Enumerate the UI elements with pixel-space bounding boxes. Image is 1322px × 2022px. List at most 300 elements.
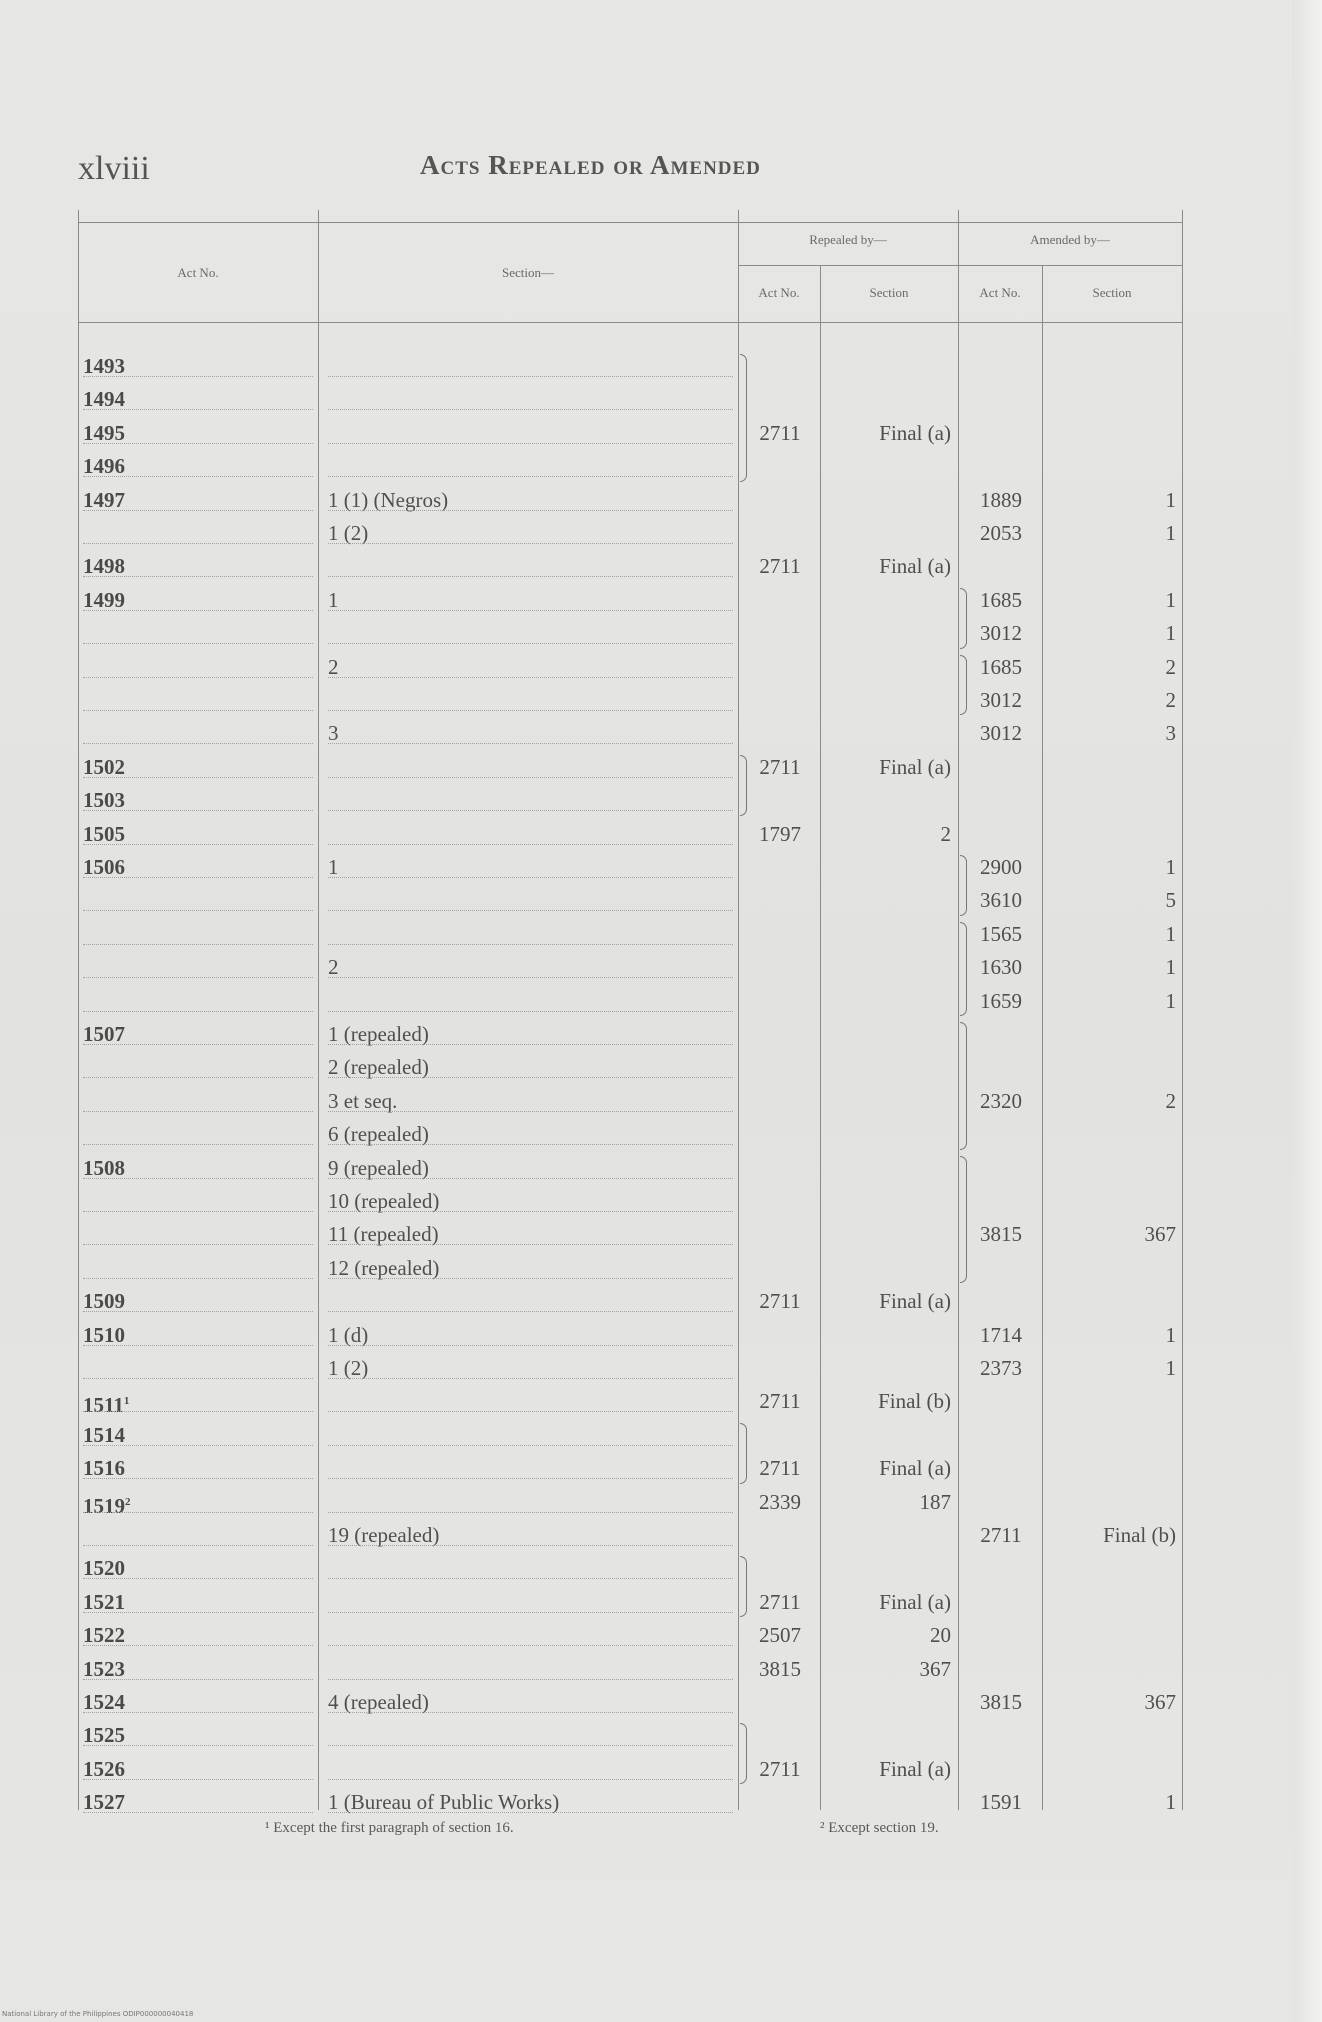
cell-repealed-section bbox=[826, 1719, 951, 1752]
cell-section-text: 3 et seq. bbox=[328, 1088, 398, 1113]
cell-repealed-section bbox=[826, 684, 951, 717]
cell-amended-act-text: 3012 bbox=[980, 688, 1022, 712]
header-repealed-act-no: Act No. bbox=[758, 285, 800, 300]
cell-repealed-act bbox=[744, 1085, 816, 1118]
cell-act-no-text: 1516 bbox=[83, 1456, 125, 1481]
cell-amended-section-text: 1 bbox=[1165, 521, 1176, 545]
cell-act-no bbox=[83, 1753, 313, 1786]
cell-repealed-act bbox=[744, 1185, 816, 1218]
cell-repealed-act bbox=[744, 417, 816, 450]
cell-amended-act bbox=[964, 1452, 1038, 1485]
cell-act-no-text: 1503 bbox=[83, 788, 125, 813]
table-row bbox=[78, 1085, 1182, 1118]
cell-amended-section bbox=[1048, 617, 1176, 650]
cell-act-no bbox=[83, 1519, 313, 1552]
cell-amended-section-text: Final (b) bbox=[1103, 1523, 1176, 1547]
cell-amended-act-text: 2053 bbox=[980, 521, 1022, 545]
cell-section bbox=[328, 383, 733, 416]
dot-leader bbox=[83, 743, 313, 744]
cell-act-no bbox=[83, 1018, 313, 1051]
cell-repealed-section bbox=[826, 1185, 951, 1218]
table-row bbox=[78, 1018, 1182, 1051]
dot-leader bbox=[83, 977, 313, 978]
cell-act-no bbox=[83, 1152, 313, 1185]
cell-amended-section bbox=[1048, 1486, 1176, 1519]
dot-leader bbox=[328, 677, 733, 678]
table-row bbox=[78, 651, 1182, 684]
cell-section bbox=[328, 1385, 733, 1418]
cell-amended-section bbox=[1048, 517, 1176, 550]
cell-amended-act bbox=[964, 1185, 1038, 1218]
cell-act-no bbox=[83, 1218, 313, 1251]
dot-leader bbox=[83, 1745, 313, 1746]
cell-section bbox=[328, 350, 733, 383]
cell-repealed-act-text: 2339 bbox=[759, 1489, 801, 1514]
table-row bbox=[78, 1152, 1182, 1185]
cell-act-no bbox=[83, 517, 313, 550]
cell-repealed-act-text: 2711 bbox=[759, 554, 801, 579]
cell-repealed-section bbox=[826, 383, 951, 416]
header-repealed-by: Repealed by— bbox=[809, 232, 887, 247]
cell-section-text: 1 (1) (Negros) bbox=[328, 487, 449, 512]
cell-repealed-section bbox=[826, 617, 951, 650]
cell-amended-section bbox=[1048, 651, 1176, 684]
cell-repealed-section bbox=[826, 1653, 951, 1686]
dot-leader bbox=[328, 710, 733, 711]
cell-act-no bbox=[83, 383, 313, 416]
cell-repealed-act bbox=[744, 1619, 816, 1652]
cell-repealed-act bbox=[744, 951, 816, 984]
header-amended-section: Section bbox=[1092, 285, 1132, 300]
cell-amended-act bbox=[964, 617, 1038, 650]
cell-section bbox=[328, 1118, 733, 1151]
grouping-brace bbox=[960, 588, 967, 649]
cell-repealed-act-text: 1797 bbox=[759, 821, 801, 846]
cell-repealed-act-text: 2711 bbox=[759, 420, 801, 445]
dot-leader bbox=[83, 944, 313, 945]
cell-act-no bbox=[83, 1686, 313, 1719]
cell-amended-act bbox=[964, 751, 1038, 784]
cell-act-no-text: 1497 bbox=[83, 487, 125, 512]
cell-repealed-act bbox=[744, 1519, 816, 1552]
cell-section bbox=[328, 517, 733, 550]
dot-leader bbox=[83, 643, 313, 644]
grouping-brace bbox=[740, 354, 747, 482]
dot-leader bbox=[83, 1712, 313, 1713]
cell-section bbox=[328, 717, 733, 750]
cell-repealed-section bbox=[826, 918, 951, 951]
dot-leader bbox=[328, 1111, 733, 1112]
cell-repealed-section bbox=[826, 1486, 951, 1519]
cell-amended-act bbox=[964, 584, 1038, 617]
cell-act-no bbox=[83, 1619, 313, 1652]
dot-leader bbox=[83, 1645, 313, 1646]
cell-amended-act bbox=[964, 1586, 1038, 1619]
cell-repealed-section bbox=[826, 985, 951, 1018]
cell-repealed-section bbox=[826, 1452, 951, 1485]
cell-repealed-act bbox=[744, 884, 816, 917]
cell-act-no bbox=[83, 684, 313, 717]
cell-amended-section bbox=[1048, 1352, 1176, 1385]
cell-amended-act bbox=[964, 1619, 1038, 1652]
dot-leader bbox=[83, 1345, 313, 1346]
cell-section bbox=[328, 651, 733, 684]
cell-amended-act bbox=[964, 1018, 1038, 1051]
cell-amended-section bbox=[1048, 1018, 1176, 1051]
table-row bbox=[78, 884, 1182, 917]
cell-repealed-act bbox=[744, 1285, 816, 1318]
cell-repealed-act bbox=[744, 1419, 816, 1452]
cell-amended-section bbox=[1048, 1686, 1176, 1719]
cell-repealed-act bbox=[744, 1686, 816, 1719]
cell-amended-section-text: 1 bbox=[1165, 1356, 1176, 1380]
cell-repealed-act bbox=[744, 1152, 816, 1185]
table-row bbox=[78, 517, 1182, 550]
dot-leader bbox=[83, 1044, 313, 1045]
cell-act-no bbox=[83, 1352, 313, 1385]
dot-leader bbox=[83, 376, 313, 377]
cell-amended-act bbox=[964, 350, 1038, 383]
dot-leader bbox=[328, 910, 733, 911]
cell-amended-act bbox=[964, 918, 1038, 951]
dot-leader bbox=[328, 1545, 733, 1546]
cell-act-no bbox=[83, 918, 313, 951]
cell-act-no-text: 1510 bbox=[83, 1322, 125, 1347]
cell-amended-section bbox=[1048, 350, 1176, 383]
dot-leader bbox=[328, 810, 733, 811]
table-row bbox=[78, 784, 1182, 817]
dot-leader bbox=[83, 1311, 313, 1312]
cell-section bbox=[328, 684, 733, 717]
cell-repealed-section bbox=[826, 884, 951, 917]
cell-amended-section-text: 2 bbox=[1165, 654, 1176, 679]
dot-leader bbox=[83, 844, 313, 845]
cell-act-no bbox=[83, 584, 313, 617]
cell-repealed-act bbox=[744, 1018, 816, 1051]
cell-amended-act bbox=[964, 851, 1038, 884]
cell-amended-section-text: 1 bbox=[1165, 587, 1176, 612]
cell-section bbox=[328, 1719, 733, 1752]
dot-leader bbox=[328, 777, 733, 778]
cell-repealed-section bbox=[826, 1619, 951, 1652]
cell-act-no bbox=[83, 751, 313, 784]
cell-section bbox=[328, 818, 733, 851]
cell-amended-act bbox=[964, 985, 1038, 1018]
table-row bbox=[78, 1385, 1182, 1418]
table-row bbox=[78, 1118, 1182, 1151]
cell-section bbox=[328, 1786, 733, 1819]
dot-leader bbox=[328, 1512, 733, 1513]
cell-section bbox=[328, 1085, 733, 1118]
cell-amended-act-text: 2373 bbox=[980, 1356, 1022, 1380]
dot-leader bbox=[83, 1378, 313, 1379]
cell-act-no-text: 1525 bbox=[83, 1723, 125, 1748]
cell-amended-section bbox=[1048, 1586, 1176, 1619]
cell-repealed-act bbox=[744, 784, 816, 817]
cell-amended-act bbox=[964, 1218, 1038, 1251]
cell-amended-section bbox=[1048, 1185, 1176, 1218]
cell-amended-act bbox=[964, 1085, 1038, 1118]
cell-act-no-text: 1496 bbox=[83, 454, 125, 479]
cell-amended-section bbox=[1048, 851, 1176, 884]
dot-leader bbox=[328, 1011, 733, 1012]
cell-amended-section bbox=[1048, 1519, 1176, 1552]
cell-amended-section bbox=[1048, 1285, 1176, 1318]
dot-leader bbox=[83, 1512, 313, 1513]
page-number: xlviii bbox=[78, 150, 150, 187]
cell-amended-act bbox=[964, 884, 1038, 917]
cell-repealed-section bbox=[826, 1352, 951, 1385]
cell-amended-section bbox=[1048, 1252, 1176, 1285]
cell-repealed-act-text: 2711 bbox=[759, 1756, 801, 1781]
dot-leader bbox=[328, 1712, 733, 1713]
col-rule bbox=[1182, 210, 1183, 1810]
cell-section-text: 1 (2) bbox=[328, 521, 369, 545]
cell-amended-act bbox=[964, 383, 1038, 416]
grouping-brace bbox=[740, 1423, 747, 1484]
cell-amended-act bbox=[964, 818, 1038, 851]
dot-leader bbox=[328, 1178, 733, 1179]
cell-amended-section bbox=[1048, 450, 1176, 483]
table-row bbox=[78, 818, 1182, 851]
dot-leader bbox=[328, 376, 733, 377]
cell-amended-section bbox=[1048, 751, 1176, 784]
cell-amended-act bbox=[964, 1552, 1038, 1585]
header-repealed-section: Section bbox=[869, 285, 909, 300]
table-row bbox=[78, 450, 1182, 483]
cell-repealed-section bbox=[826, 717, 951, 750]
cell-section bbox=[328, 1185, 733, 1218]
cell-repealed-section bbox=[826, 784, 951, 817]
dot-leader bbox=[83, 543, 313, 544]
cell-amended-section bbox=[1048, 951, 1176, 984]
cell-repealed-act bbox=[744, 1051, 816, 1084]
cell-repealed-section bbox=[826, 1085, 951, 1118]
cell-amended-section-text: 1 bbox=[1165, 988, 1176, 1013]
dot-leader bbox=[328, 1278, 733, 1279]
cell-repealed-section-text: 2 bbox=[940, 821, 951, 846]
cell-amended-act-text: 3815 bbox=[980, 1222, 1022, 1247]
cell-act-no bbox=[83, 484, 313, 517]
cell-amended-section-text: 1 bbox=[1165, 955, 1176, 980]
dot-leader bbox=[328, 1578, 733, 1579]
cell-repealed-act-text: 2711 bbox=[759, 1289, 801, 1314]
cell-repealed-act bbox=[744, 1218, 816, 1251]
dot-leader bbox=[328, 1445, 733, 1446]
cell-act-no bbox=[83, 450, 313, 483]
cell-act-no bbox=[83, 1419, 313, 1452]
cell-amended-act-text: 1565 bbox=[980, 921, 1022, 946]
cell-repealed-section bbox=[826, 1586, 951, 1619]
cell-amended-act bbox=[964, 1051, 1038, 1084]
cell-section-text: 1 (repealed) bbox=[328, 1022, 429, 1046]
acts-table bbox=[78, 210, 1182, 1815]
cell-amended-section-text: 1 bbox=[1165, 1790, 1176, 1815]
cell-amended-act bbox=[964, 1719, 1038, 1752]
cell-repealed-act bbox=[744, 450, 816, 483]
cell-act-no-text: 1505 bbox=[83, 821, 125, 846]
cell-repealed-act bbox=[744, 617, 816, 650]
cell-repealed-act bbox=[744, 584, 816, 617]
dot-leader bbox=[83, 677, 313, 678]
cell-section bbox=[328, 1419, 733, 1452]
table-row bbox=[78, 584, 1182, 617]
cell-amended-act-text: 1685 bbox=[980, 587, 1022, 612]
table-row bbox=[78, 1653, 1182, 1686]
cell-act-no bbox=[83, 884, 313, 917]
cell-amended-act bbox=[964, 784, 1038, 817]
cell-amended-section bbox=[1048, 584, 1176, 617]
page-edge bbox=[1292, 0, 1322, 2022]
dot-leader bbox=[83, 1144, 313, 1145]
header-act-no: Act No. bbox=[177, 265, 219, 280]
cell-amended-section bbox=[1048, 1218, 1176, 1251]
cell-section bbox=[328, 484, 733, 517]
table-row bbox=[78, 1218, 1182, 1251]
cell-repealed-act bbox=[744, 1486, 816, 1519]
dot-leader bbox=[83, 476, 313, 477]
cell-section-text: 1 (Bureau of Public Works) bbox=[328, 1790, 560, 1815]
dot-leader bbox=[328, 576, 733, 577]
cell-section bbox=[328, 1753, 733, 1786]
dot-leader bbox=[328, 1645, 733, 1646]
cell-act-no bbox=[83, 1719, 313, 1752]
table-row bbox=[78, 851, 1182, 884]
cell-repealed-act bbox=[744, 1753, 816, 1786]
cell-section bbox=[328, 1486, 733, 1519]
cell-amended-section bbox=[1048, 684, 1176, 717]
cell-amended-section bbox=[1048, 1786, 1176, 1819]
dot-leader bbox=[328, 1144, 733, 1145]
cell-repealed-section bbox=[826, 1118, 951, 1151]
cell-act-no bbox=[83, 851, 313, 884]
cell-section bbox=[328, 617, 733, 650]
grouping-brace bbox=[740, 755, 747, 816]
cell-amended-act-text: 2711 bbox=[980, 1523, 1022, 1547]
cell-act-no-text: 1506 bbox=[83, 855, 125, 879]
cell-amended-act-text: 2900 bbox=[980, 855, 1022, 879]
cell-act-no bbox=[83, 1486, 313, 1519]
cell-amended-section bbox=[1048, 383, 1176, 416]
footnote-marker: 1 bbox=[123, 1395, 130, 1408]
dot-leader bbox=[83, 1111, 313, 1112]
cell-amended-act bbox=[964, 417, 1038, 450]
cell-amended-section bbox=[1048, 1152, 1176, 1185]
dot-leader bbox=[328, 944, 733, 945]
dot-leader bbox=[83, 1278, 313, 1279]
cell-amended-act-text: 1714 bbox=[980, 1322, 1022, 1347]
dot-leader bbox=[83, 910, 313, 911]
dot-leader bbox=[83, 1178, 313, 1179]
cell-section bbox=[328, 985, 733, 1018]
cell-section bbox=[328, 1552, 733, 1585]
cell-amended-act-text: 1630 bbox=[980, 955, 1022, 980]
cell-section-text: 1 (2) bbox=[328, 1356, 369, 1380]
cell-act-no-text: 1507 bbox=[83, 1022, 125, 1046]
cell-repealed-act bbox=[744, 851, 816, 884]
cell-repealed-section-text: Final (a) bbox=[879, 1589, 951, 1614]
cell-amended-section bbox=[1048, 985, 1176, 1018]
cell-section bbox=[328, 1452, 733, 1485]
cell-amended-section bbox=[1048, 417, 1176, 450]
cell-amended-act bbox=[964, 717, 1038, 750]
cell-amended-act bbox=[964, 1419, 1038, 1452]
cell-section bbox=[328, 1619, 733, 1652]
dot-leader bbox=[83, 1244, 313, 1245]
dot-leader bbox=[328, 543, 733, 544]
cell-repealed-section bbox=[826, 1051, 951, 1084]
cell-repealed-act bbox=[744, 1118, 816, 1151]
table-row bbox=[78, 985, 1182, 1018]
cell-repealed-act bbox=[744, 751, 816, 784]
cell-act-no-text: 1521 bbox=[83, 1589, 125, 1614]
cell-amended-section-text: 2 bbox=[1165, 688, 1176, 712]
cell-amended-section bbox=[1048, 1452, 1176, 1485]
cell-act-no bbox=[83, 1653, 313, 1686]
cell-section-text: 1 bbox=[328, 587, 339, 612]
table-row bbox=[78, 1552, 1182, 1585]
cell-repealed-act bbox=[744, 985, 816, 1018]
cell-section bbox=[328, 951, 733, 984]
cell-repealed-section bbox=[826, 1753, 951, 1786]
cell-repealed-act-text: 2711 bbox=[759, 1456, 801, 1481]
cell-amended-section bbox=[1048, 1051, 1176, 1084]
dot-leader bbox=[83, 1445, 313, 1446]
cell-amended-act bbox=[964, 1686, 1038, 1719]
cell-act-no bbox=[83, 651, 313, 684]
cell-repealed-section-text: Final (a) bbox=[879, 754, 951, 779]
cell-repealed-act-text: 2507 bbox=[759, 1623, 801, 1648]
cell-repealed-section bbox=[826, 1686, 951, 1719]
cell-amended-section bbox=[1048, 1385, 1176, 1418]
dot-leader bbox=[328, 1211, 733, 1212]
table-row bbox=[78, 417, 1182, 450]
cell-repealed-section bbox=[826, 951, 951, 984]
dot-leader bbox=[328, 409, 733, 410]
cell-section-text: 9 (repealed) bbox=[328, 1155, 429, 1180]
table-row bbox=[78, 1285, 1182, 1318]
dot-leader bbox=[328, 977, 733, 978]
table-row bbox=[78, 1586, 1182, 1619]
cell-repealed-section-text: 20 bbox=[930, 1623, 951, 1648]
dot-leader bbox=[328, 1612, 733, 1613]
cell-act-no-text: 1526 bbox=[83, 1756, 125, 1781]
grouping-brace bbox=[960, 1156, 967, 1284]
table-row bbox=[78, 717, 1182, 750]
cell-act-no bbox=[83, 1586, 313, 1619]
cell-section bbox=[328, 1051, 733, 1084]
cell-section-text: 4 (repealed) bbox=[328, 1690, 429, 1714]
dot-leader bbox=[83, 777, 313, 778]
cell-section bbox=[328, 1018, 733, 1051]
cell-amended-section-text: 1 bbox=[1165, 487, 1176, 512]
cell-repealed-section bbox=[826, 584, 951, 617]
cell-repealed-act bbox=[744, 1252, 816, 1285]
cell-repealed-section bbox=[826, 1319, 951, 1352]
cell-amended-section-text: 3 bbox=[1165, 721, 1176, 746]
table-row bbox=[78, 751, 1182, 784]
cell-amended-act bbox=[964, 684, 1038, 717]
dot-leader bbox=[328, 476, 733, 477]
cell-section bbox=[328, 1586, 733, 1619]
cell-repealed-section bbox=[826, 517, 951, 550]
cell-section bbox=[328, 550, 733, 583]
cell-repealed-section bbox=[826, 1152, 951, 1185]
scan-credit: National Library of the Philippines ODIP000000040418 bbox=[2, 2010, 194, 2018]
cell-amended-act-text: 3012 bbox=[980, 721, 1022, 746]
cell-repealed-act bbox=[744, 1319, 816, 1352]
cell-section-text: 3 bbox=[328, 721, 339, 746]
